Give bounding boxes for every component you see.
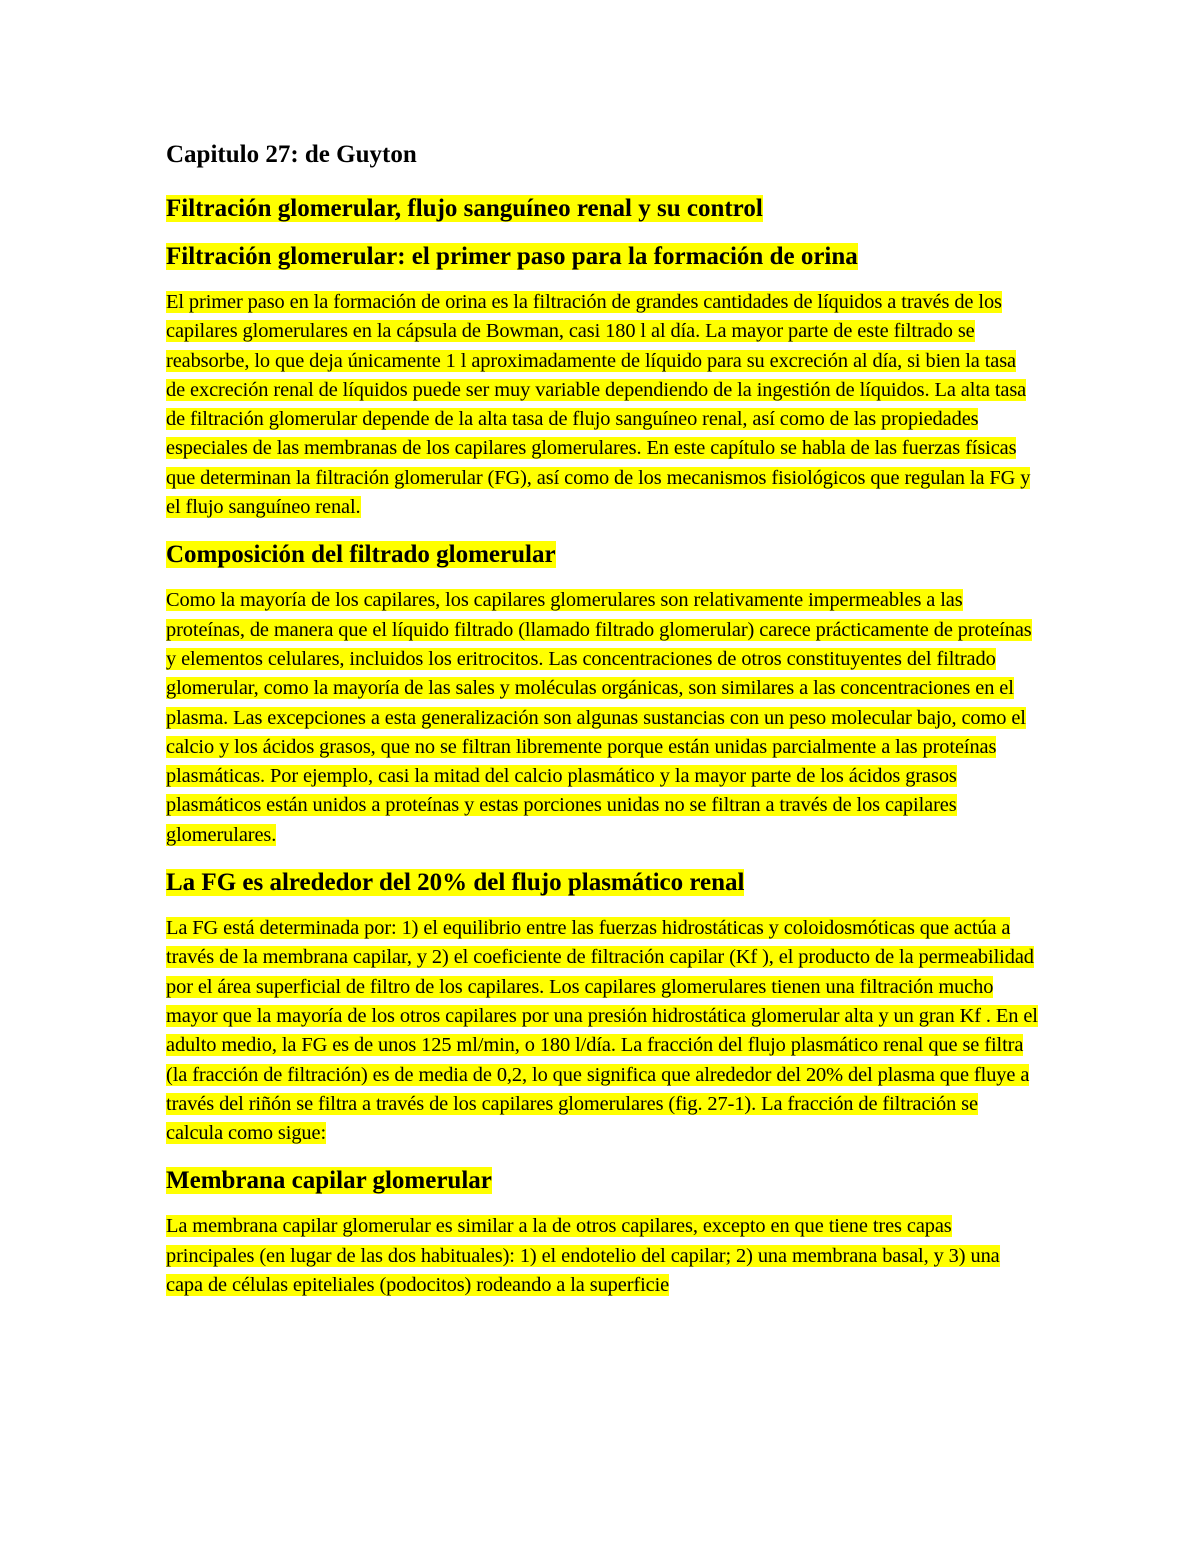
section-heading-2: Filtración glomerular: el primer paso para la formación de orina [166,243,858,270]
section-heading-4: La FG es alrededor del 20% del flujo plasmático renal [166,869,745,897]
section-heading-3: Composición del filtrado glomerular [166,541,556,569]
chapter-title: Capitulo 27: de Guyton [166,141,417,168]
section-paragraph-3: Como la mayoría de los capilares, los capilares glomerulares son relativamente impermeables a las proteínas, de manera que el líquido filtrado (llamado filtrado glomerular) carece prácticamente de proteínas y elementos celulares, incluidos los eritrocitos. Las concentraciones de otros constituyentes del filtrado glomerular, como la mayoría de las sales y moléculas orgánicas, son similares a las concentraciones en el plasma. Las excepciones a esta generalización son algunas sustancias con un peso molecular bajo, como el calcio y los ácidos grasos, que no se filtran libremente porque están unidas parcialmente a las proteínas plasmáticas. Por ejemplo, casi la mitad del calcio plasmático y la mayor parte de los ácidos grasos plasmáticos están unidos a proteínas y estas porciones unidas no se filtran a través de los capilares glomerulares. [166,589,1032,846]
section-paragraph-4: La FG está determinada por: 1) el equilibrio entre las fuerzas hidrostáticas y coloidosmóticas que actúa a través de la membrana capilar, y 2) el coeficiente de filtración capilar (Kf ), el producto de la permeabilidad por el área superficial de filtro de los capilares. Los capilares glomerulares tienen una filtración mucho mayor que la mayoría de los otros capilares por una presión hidrostática glomerular alta y un gran Kf . En el adulto medio, la FG es de unos 125 ml/min, o 180 l/día. La fracción del flujo plasmático renal que se filtra (la fracción de filtración) es de media de 0,2, lo que significa que alrededor del 20% del plasma que fluye a través del riñón se filtra a través de los capilares glomerulares (fig. 27-1). La fracción de filtración se calcula como sigue: [166,917,1038,1145]
section-heading-1: Filtración glomerular, flujo sanguíneo renal y su control [166,195,763,222]
section-paragraph-2: El primer paso en la formación de orina es la filtración de grandes cantidades de líquidos a través de los capilares glomerulares en la cápsula de Bowman, casi 180 l al día. La mayor parte de este filtrado se reabsorbe, lo que deja únicamente 1 l aproximadamente de líquido para su excreción al día, si bien la tasa de excreción renal de líquidos puede ser muy variable dependiendo de la ingestión de líquidos. La alta tasa de filtración glomerular depende de la alta tasa de flujo sanguíneo renal, así como de las propiedades especiales de las membranas de los capilares glomerulares. En este capítulo se habla de las fuerzas físicas que determinan la filtración glomerular (FG), así como de los mecanismos fisiológicos que regulan la FG y el flujo sanguíneo renal. [166,291,1031,519]
section-paragraph-5: La membrana capilar glomerular es similar a la de otros capilares, excepto en que tiene tres capas principales (en lugar de las dos habituales): 1) el endotelio del capilar; 2) una membrana basal, y 3) una capa de células epiteliales (podocitos) rodeando a la superficie [166,1215,1000,1297]
document-page [166,138,1038,1316]
section-heading-5: Membrana capilar glomerular [166,1167,492,1195]
